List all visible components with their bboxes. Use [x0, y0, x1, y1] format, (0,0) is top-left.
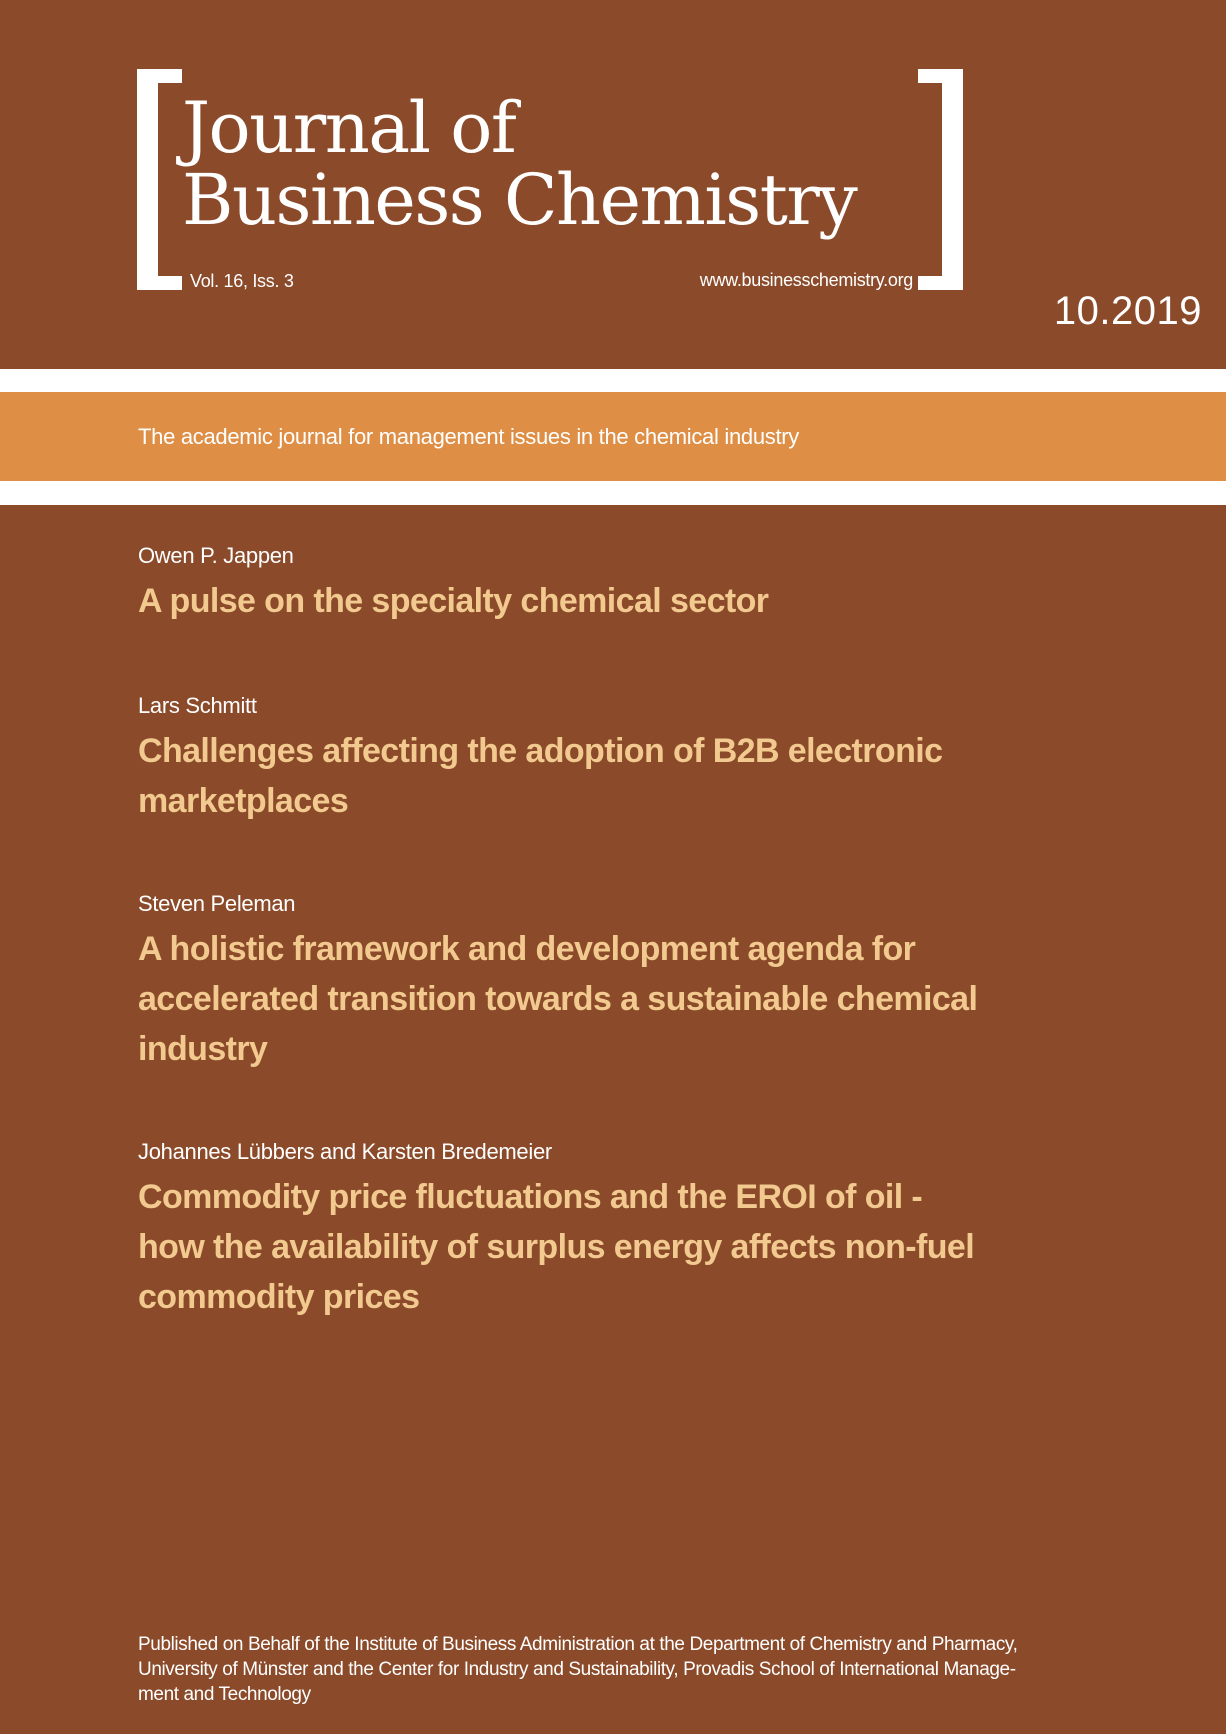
article-title — [138, 576, 1038, 626]
right-bracket-decoration — [918, 69, 963, 290]
article-title-line: Commodity price fluctuations and the EROI of oil - — [138, 1178, 923, 1216]
article-title — [138, 726, 1038, 826]
article-author: Johannes Lübbers and Karsten Bredemeier — [138, 1139, 552, 1164]
article-title — [138, 1172, 1038, 1322]
publisher-note-line: Published on Behalf of the Institute of Business Administration at the Department of Chemistry and Pharmacy, — [138, 1634, 1018, 1655]
white-stripe-top — [0, 369, 1226, 392]
issue-date: 10.2019 — [1053, 289, 1202, 333]
journal-title-line-2: Business Chemistry — [182, 159, 857, 241]
article-item[interactable] — [138, 542, 1038, 626]
tagline: The academic journal for management issues in the chemical industry — [138, 424, 800, 449]
white-stripe-bottom — [0, 481, 1226, 505]
left-bracket-decoration — [137, 69, 182, 290]
journal-title — [182, 87, 857, 241]
journal-title-line-1: Journal of — [182, 87, 516, 169]
publisher-note-line: University of Münster and the Center for Industry and Sustainability, Provadis School of International Manage- — [138, 1659, 1016, 1680]
article-author: Steven Peleman — [138, 891, 296, 916]
article-title-line: how the availability of surplus energy affects non-fuel — [138, 1228, 975, 1266]
volume-issue: Vol. 16, Iss. 3 — [190, 271, 294, 291]
website-link[interactable]: www.businesschemistry.org — [699, 270, 913, 290]
article-title-line: marketplaces — [138, 782, 349, 820]
publisher-note-line: ment and Technology — [138, 1684, 311, 1705]
article-title — [138, 924, 1038, 1074]
publisher-note — [138, 1632, 1138, 1707]
article-item[interactable] — [138, 692, 1038, 826]
article-title-line: A pulse on the specialty chemical sector — [138, 582, 769, 620]
article-item[interactable] — [138, 1138, 1038, 1322]
article-title-line: accelerated transition towards a sustainable chemical — [138, 980, 978, 1018]
article-title-line: A holistic framework and development agenda for — [138, 930, 916, 968]
article-author: Lars Schmitt — [138, 693, 257, 718]
article-title-line: commodity prices — [138, 1278, 420, 1316]
article-item[interactable] — [138, 890, 1038, 1074]
article-title-line: industry — [138, 1030, 268, 1068]
article-title-line: Challenges affecting the adoption of B2B electronic — [138, 732, 943, 770]
article-author: Owen P. Jappen — [138, 543, 294, 568]
